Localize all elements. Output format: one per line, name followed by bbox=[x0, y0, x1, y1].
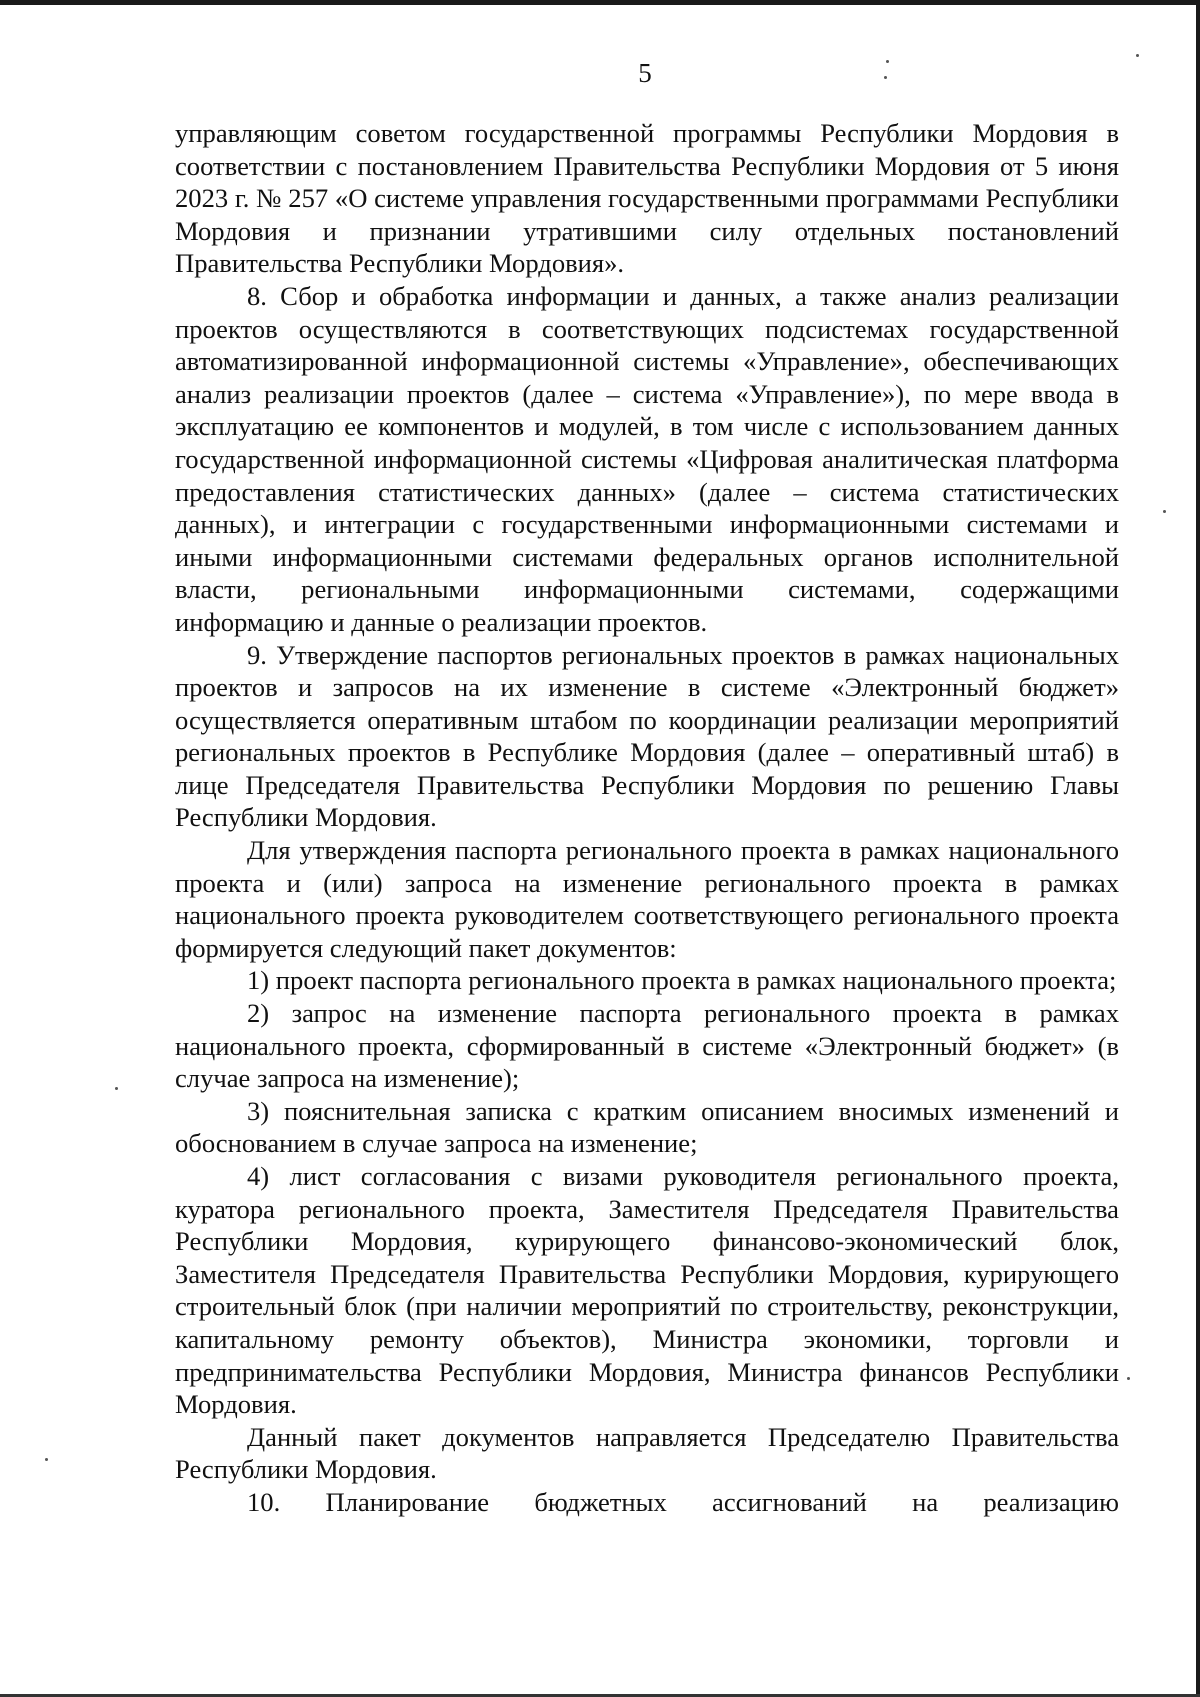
paragraph-continuation: управляющим советом государственной программы Республики Мордовия в соответствии с постановлением Правительства Республики Мордовия от 5 июня 2023 г. № 257 «О системе управления государственными программами Республики Мордовия и признании утратившими силу отдельных постановлений Правительства Республики Мордовия». bbox=[175, 118, 1119, 279]
scan-speck bbox=[115, 1087, 118, 1090]
document-body bbox=[175, 117, 1119, 1519]
scan-border-top bbox=[0, 0, 1200, 5]
scan-speck bbox=[1127, 1377, 1130, 1380]
paragraph-package-sent: Данный пакет документов направляется Председателю Правительства Республики Мордовия. bbox=[175, 1421, 1119, 1485]
paragraph-item-8: 8. Сбор и обработка информации и данных, а также анализ реализации проектов осуществляются в соответствующих подсистемах государственной автоматизированной информационной системы «Управление», обеспечивающих анализ реализации проектов (далее – система «Управление»), по мере ввода в эксплуатацию ее компонентов и модулей, в том числе с использованием данных государственной информационной системы «Цифровая аналитическая платформа предоставления статистических данных» (далее – система статистических данных), и интеграции с государственными информационными системами и иными информационными системами федеральных органов исполнительной власти, региональными информационными системами, содержащими информацию и данные о реализации проектов. bbox=[175, 280, 1119, 637]
page-number: 5 bbox=[638, 58, 652, 88]
scan-speck bbox=[1136, 54, 1139, 57]
list-item-4: 4) лист согласования с визами руководителя регионального проекта, куратора регионального проекта, Заместителя Председателя Правительства Республики Мордовия, курирующего финансово-экономический блок, Заместителя Председателя Правительства Республики Мордовия, курирующего строительный блок (при наличии мероприятий по строительству, реконструкции, капитальному ремонту объектов), Министра экономики, торговли и предпринимательства Республики Мордовия, Министра финансов Республики Мордовия. bbox=[175, 1161, 1119, 1420]
paragraph-item-10: 10. Планирование бюджетных ассигнований на реализацию bbox=[247, 1486, 1119, 1517]
paragraph-item-9: 9. Утверждение паспортов региональных проектов в рамках национальных проектов и запросов на их изменение в системе «Электронный бюджет» осуществляется оперативным штабом по координации реализации мероприятий региональных проектов в Республике Мордовия (далее – оперативный штаб) в лице Председателя Правительства Республики Мордовия по решению Главы Республики Мордовия. bbox=[175, 639, 1119, 833]
scan-speck bbox=[45, 1458, 48, 1461]
list-item-2: 2) запрос на изменение паспорта регионального проекта в рамках национального проекта, сформированный в системе «Электронный бюджет» (в случае запроса на изменение); bbox=[175, 998, 1119, 1094]
scan-border-right bbox=[1196, 0, 1200, 1697]
list-item-1: 1) проект паспорта регионального проекта в рамках национального проекта; bbox=[247, 965, 1117, 996]
scan-speck bbox=[1163, 510, 1166, 513]
paragraph-document-package: Для утверждения паспорта регионального проекта в рамках национального проекта и (или) запроса на изменение регионального проекта в рамках национального проекта руководителем соответствующего регионального проекта формируется следующий пакет документов: bbox=[175, 835, 1119, 963]
list-item-3: 3) пояснительная записка с кратким описанием вносимых изменений и обоснованием в случае запроса на изменение; bbox=[175, 1095, 1119, 1159]
